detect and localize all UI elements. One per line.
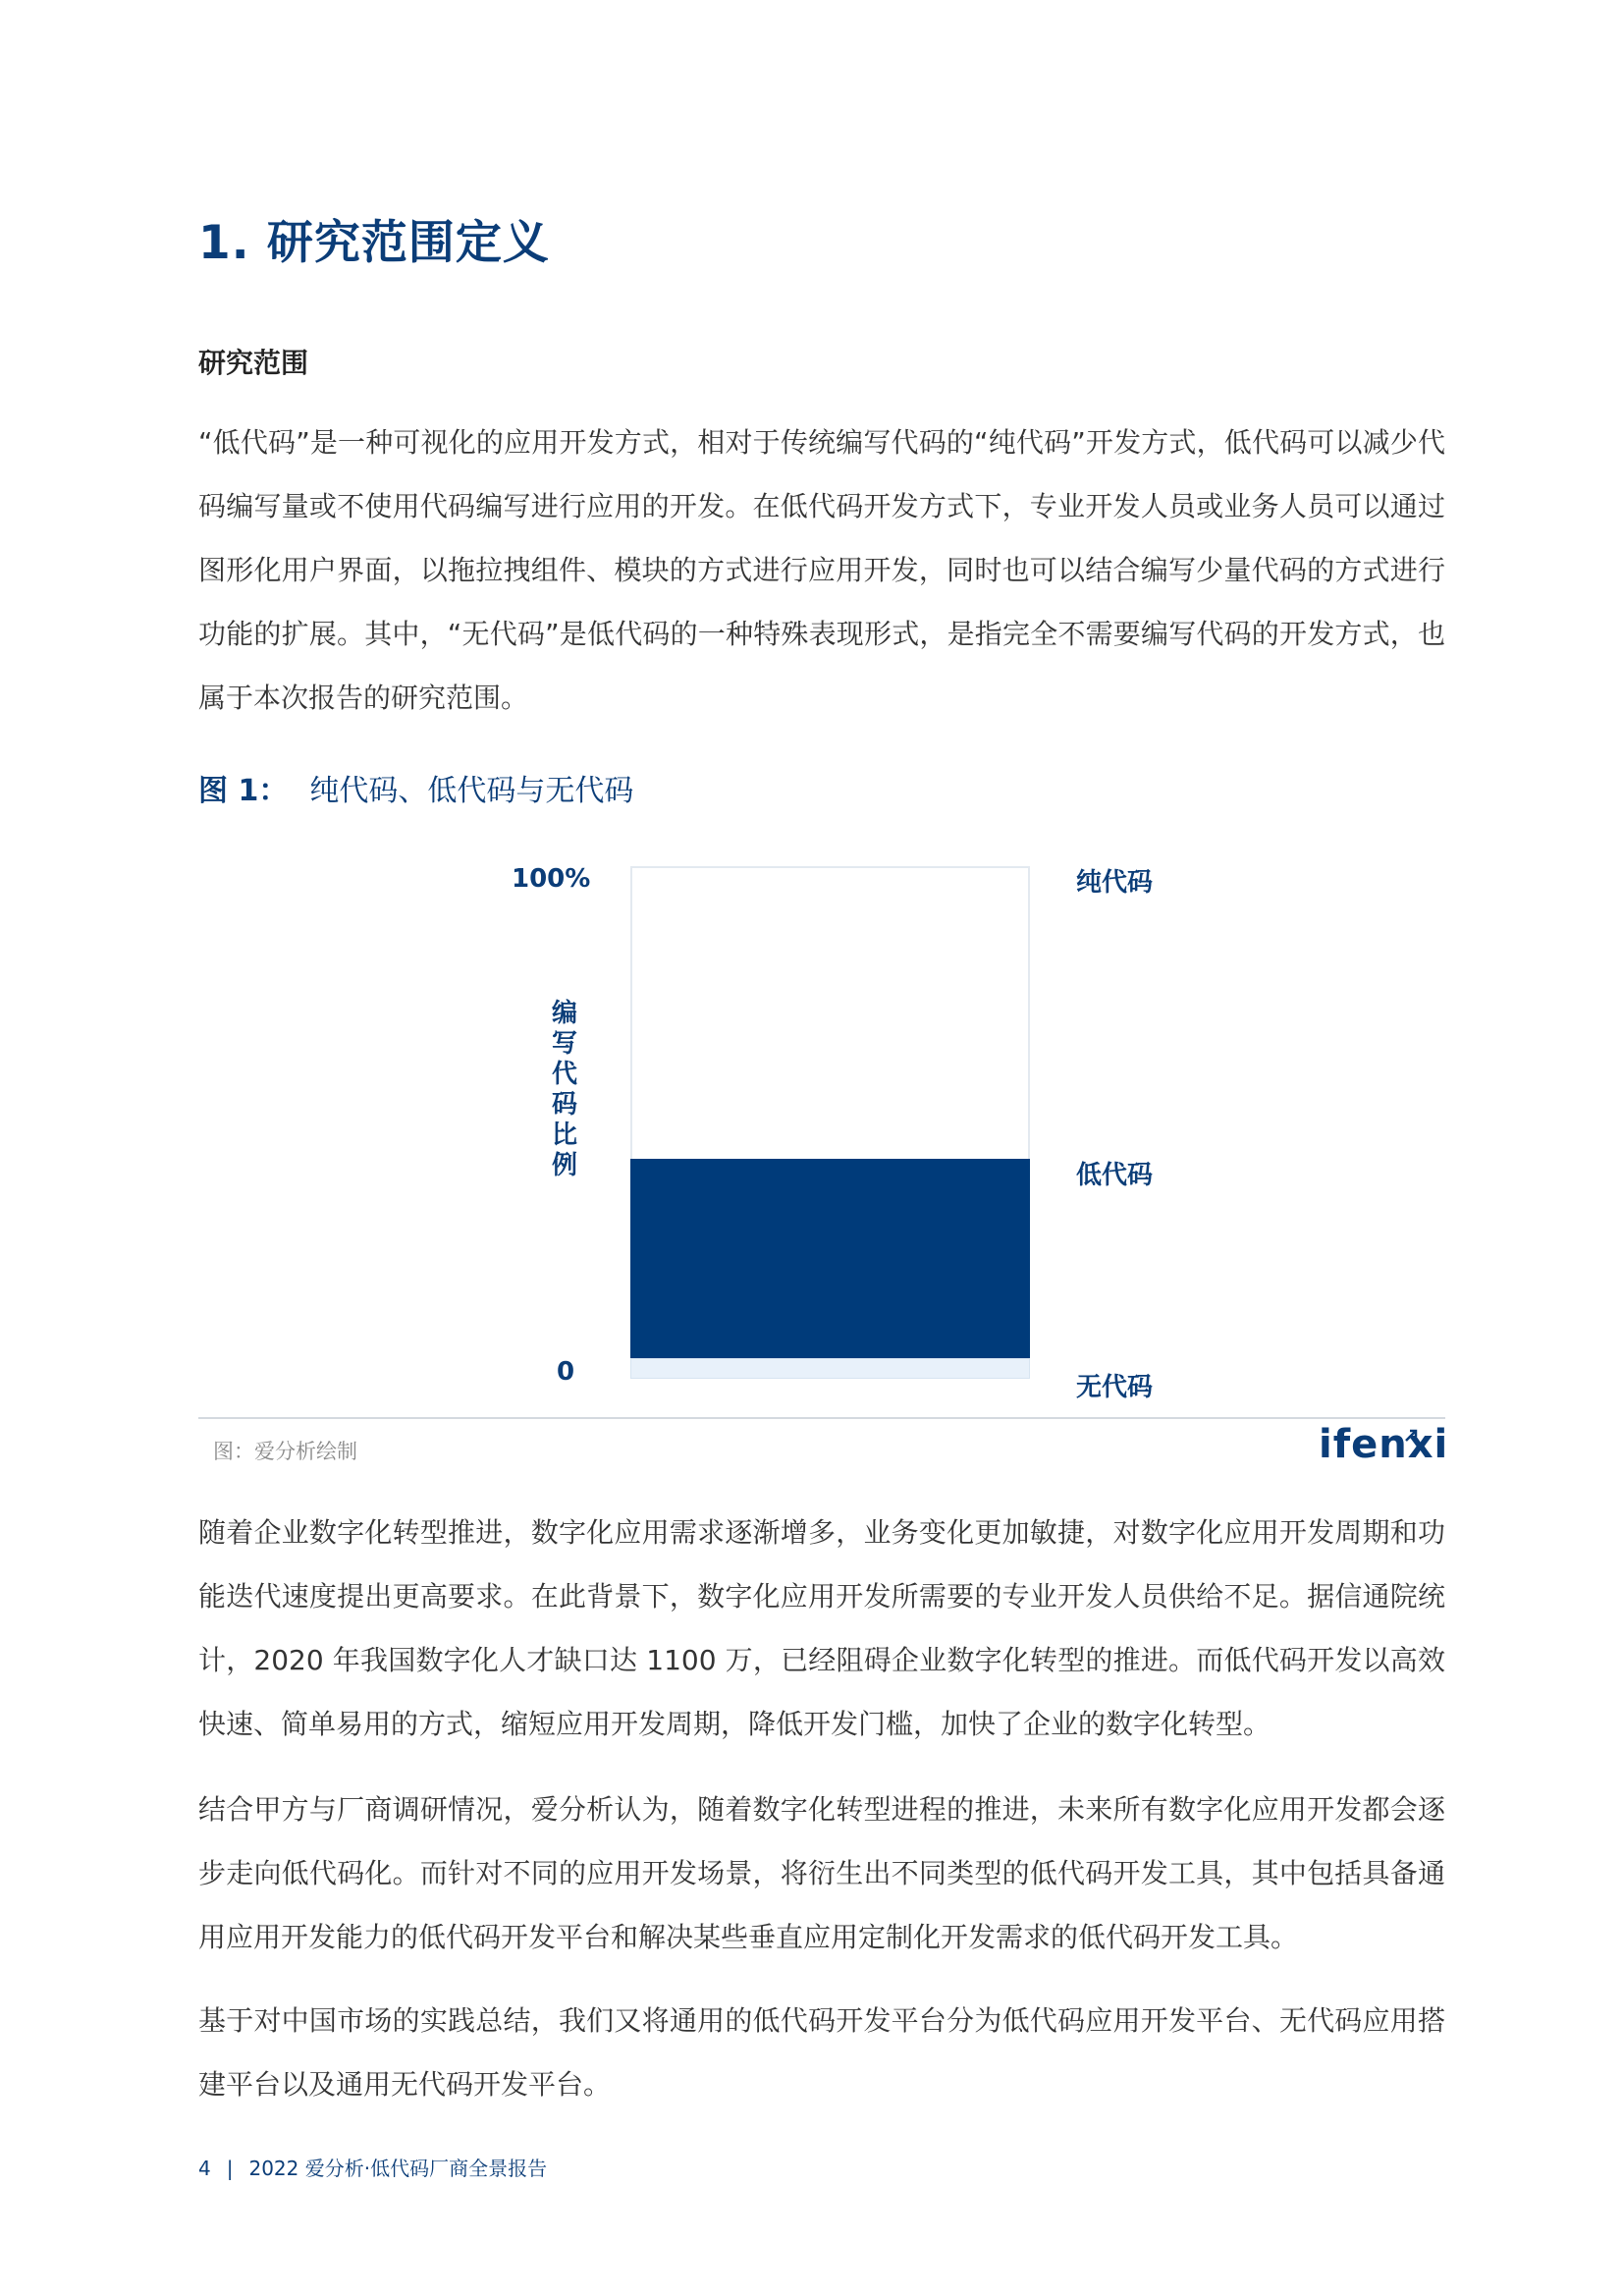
figure-caption bbox=[198, 766, 633, 809]
figure-title: 纯代码、低代码与无代码 bbox=[309, 774, 634, 808]
ifenxi-logo: ifenxi bbox=[1319, 1422, 1449, 1467]
figure-source: 图：爱分析绘制 bbox=[213, 1440, 357, 1463]
page-number: 4 bbox=[198, 2157, 211, 2180]
figure-number: 图 1： bbox=[198, 774, 289, 808]
paragraph-classification: 基于对中国市场的实践总结，我们又将通用的低代码开发平台分为低代码应用开发平台、无代码应用搭建平台以及通用无代码开发平台。 bbox=[198, 2004, 1445, 2101]
y-tick-top: 100% bbox=[512, 864, 591, 894]
page-footer bbox=[198, 2153, 547, 2181]
level-label-full-code: 纯代码 bbox=[1076, 868, 1154, 898]
y-axis-label: 编写代码比例 bbox=[551, 999, 577, 1180]
report-title: 2022 爱分析·低代码厂商全景报告 bbox=[248, 2157, 548, 2180]
subheading: 研究范围 bbox=[198, 347, 309, 379]
level-label-no-code: 无代码 bbox=[1076, 1373, 1154, 1402]
footer-separator: | bbox=[226, 2157, 234, 2180]
level-label-low-code: 低代码 bbox=[1076, 1160, 1154, 1190]
figure-divider bbox=[198, 1417, 1445, 1419]
bar-fill-low-code bbox=[630, 1159, 1030, 1359]
paragraph-background: 随着企业数字化转型推进，数字化应用需求逐渐增多，业务变化更加敏捷，对数字化应用开发周期和功能迭代速度提出更高要求。在此背景下，数字化应用开发所需要的专业开发人员供给不足。据信通院统计，2020 年我国数字化人才缺口达 1100 万，已经阻碍企业数字化转型的推进。而低代码开发以高效快速、简单易用的方式，缩短应用开发周期，降低开发门槛，加快了企业的数字化转型。 bbox=[198, 1516, 1445, 1740]
bar-fill-no-code bbox=[630, 1358, 1030, 1379]
paragraph-view: 结合甲方与厂商调研情况，爱分析认为，随着数字化转型进程的推进，未来所有数字化应用开发都会逐步走向低代码化。而针对不同的应用开发场景，将衍生出不同类型的低代码开发工具，其中包括具备通用应用开发能力的低代码开发平台和解决某些垂直应用定制化开发需求的低代码开发工具。 bbox=[198, 1793, 1445, 1953]
y-tick-bottom: 0 bbox=[557, 1357, 575, 1387]
logo-accent-icon bbox=[1404, 1429, 1418, 1443]
paragraph-definition: “低代码”是一种可视化的应用开发方式，相对于传统编写代码的“纯代码”开发方式，低代码可以减少代码编写量或不使用代码编写进行应用的开发。在低代码开发方式下，专业开发人员或业务人员可以通过图形化用户界面，以拖拉拽组件、模块的方式进行应用开发，同时也可以结合编写少量代码的方式进行功能的扩展。其中，“无代码”是低代码的一种特殊表现形式，是指完全不需要编写代码的开发方式，也属于本次报告的研究范围。 bbox=[198, 426, 1445, 714]
section-title: 1. 研究范围定义 bbox=[198, 216, 550, 270]
